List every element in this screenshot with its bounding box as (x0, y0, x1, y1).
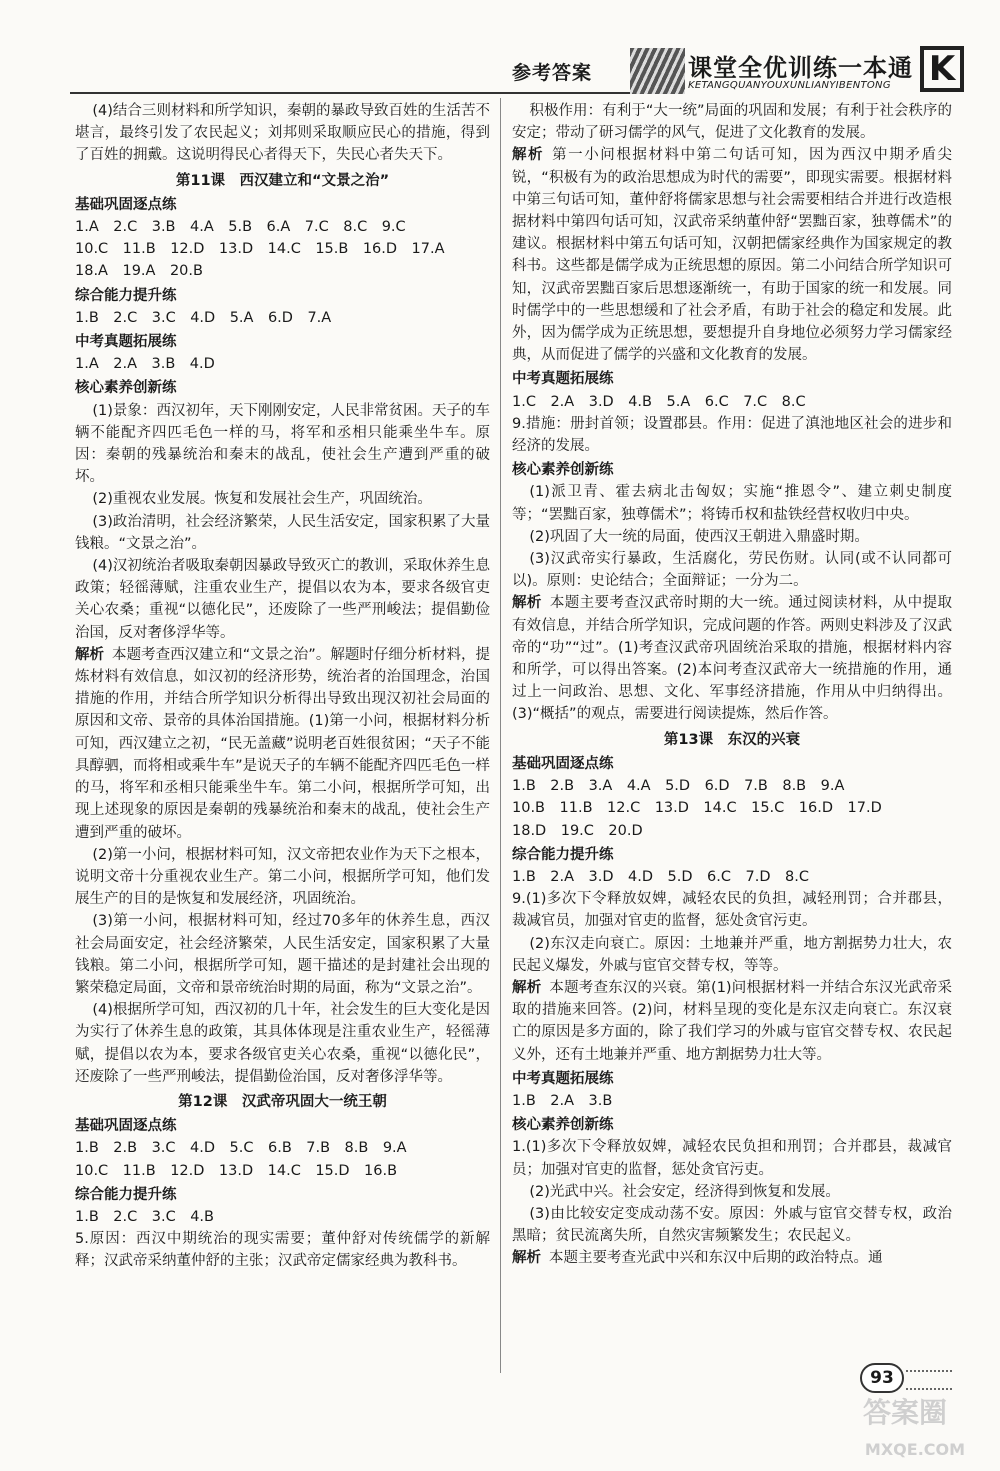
answer-paragraph: 9.(1)多次下令释放奴婢，减轻农民的负担，减轻刑罚；合并郡县，裁减官员，加强对官吏的监督，惩处贪官污吏。 (512, 891, 952, 930)
analysis-paragraph: (2)第一小问，根据材料可知，汉文帝把农业作为天下之根本，说明文帝十分重视农业生产。第二小问，根据所学可知，他们发展生产的目的是恢复和发展经济，巩固统治。 (75, 846, 490, 908)
section-heading: 基础巩固逐点练 (75, 196, 177, 213)
answer-line: 10.B 11.B 12.C 13.D 14.C 15.C 16.D 17.D (512, 800, 882, 817)
answer-paragraph: (1)派卫青、霍去病北击匈奴；实施“推恩令”、建立刺史制度等；“罢黜百家，独尊儒术”；将铸币权和盐铁经营权收归中央。 (512, 484, 952, 523)
analysis-label: 解析 (512, 979, 542, 996)
answer-paragraph: 1.(1)多次下令释放奴婢，减轻农民负担和刑罚；合并郡县，裁减官员；加强对官吏的监督，惩处贪官污吏。 (512, 1139, 952, 1178)
answer-paragraph: (3)由比较安定变成动荡不安。原因：外戚与宦官交替专权，政治黑暗；贫民流离失所，自然灾害频繁发生；农民起义。 (512, 1205, 952, 1245)
analysis-paragraph: (4)根据所学可知，西汉初的几十年，社会发生的巨大变化是因为实行了休养生息的政策，其具体体现是注重农业生产，轻徭薄赋，提倡以农为本，要求各级官吏关心农桑，重视“以德化民”，还废除了一些严刑峻法，提倡勤俭治国，反对奢侈浮华等。 (75, 1002, 490, 1085)
answer-paragraph: (4)汉初统治者吸取秦朝因暴政导致灭亡的教训，采取休养生息政策；轻徭薄赋，注重农业生产，提倡以农为本，要求各级官吏关心农桑；重视“以德化民”，还废除了一些严刑峻法；提倡勤俭治国，反对奢侈浮华等。 (75, 558, 490, 641)
analysis-paragraph (512, 144, 952, 366)
analysis-paragraph (512, 1247, 952, 1269)
page-number-decoration (906, 1370, 952, 1390)
answer-paragraph: (2)重视农业发展。恢复和发展社会生产，巩固统治。 (92, 491, 432, 508)
answer-line: 18.D 19.C 20.D (512, 822, 643, 839)
header-rule (70, 92, 630, 94)
analysis-text: 本题考查东汉的兴衰。第(1)问根据材料一并结合东汉光武帝采取的措施来回答。(2)问，材料呈现的变化是东汉走向衰亡。东汉衰亡的原因是多方面的，除了我们学习的外戚与宦官交替专权、农民起义外，还有土地兼并严重、地方割据势力壮大等。 (512, 979, 952, 1063)
section-heading: 基础巩固逐点练 (512, 755, 614, 772)
header-stripe-decoration (630, 48, 685, 94)
analysis-text: 本题考查西汉建立和“文景之治”。解题时仔细分析材料，提炼材料有效信息，如汉初的经济形势，统治者的治国理念，治国措施的作用，并结合所学知识分析得出导致出现汉初社会局面的原因和文帝、景帝的具体治国措施。(1)第一小问，根据材料分析可知，西汉建立之初，“民无盖藏”说明老百姓很贫困；“天子不能具醇驷，而将相或乘牛车”是说天子的车辆不能配齐四匹毛色一样的马，将军和丞相只能乘坐牛车。第二小问，根据所学可知，出现上述现象的原因是秦朝的残暴统治和秦末的战乱，使社会生产遭到严重的破坏。 (75, 646, 491, 841)
answer-line: 1.B 2.C 3.C 4.B (75, 1208, 214, 1225)
section-heading: 中考真题拓展练 (512, 1070, 614, 1087)
intro-paragraph: (4)结合三则材料和所学知识，秦朝的暴政导致百姓的生活苦不堪言，最终引发了农民起义；刘邦则采取顺应民心的措施，得到了百姓的拥戴。这说明得民心者得天下，失民心者失天下。 (75, 103, 490, 164)
analysis-label: 解析 (512, 1250, 541, 1267)
analysis-paragraph (512, 977, 952, 1066)
section-heading: 基础巩固逐点练 (75, 1118, 177, 1135)
answer-paragraph: (2)光武中兴。社会安定，经济得到恢复和发展。 (529, 1183, 840, 1200)
section-heading: 核心素养创新练 (512, 462, 614, 479)
answer-paragraph: 5.原因：西汉中期统治的现实需要；董仲舒对传统儒学的新解释；汉武帝采纳董仲舒的主张；汉武帝定儒家经典为教科书。 (75, 1231, 490, 1270)
column-divider (500, 98, 501, 1373)
page-header (0, 0, 1000, 100)
analysis-label: 解析 (512, 595, 542, 612)
section-heading: 综合能力提升练 (75, 287, 177, 304)
answer-line: 10.C 11.B 12.D 13.D 14.C 15.B 16.D 17.A (75, 241, 445, 258)
page-number: 93 (860, 1363, 904, 1393)
answer-line: 18.A 19.A 20.B (75, 263, 203, 280)
analysis-text: 本题主要考查汉武帝时期的大一统。通过阅读材料，从中提取有效信息，并结合所学知识，完成问题的作答。两则史料涉及了汉武帝的“功”“过”。(1)考查汉武帝巩固统治采取的措施，根据材料内容和所学，可以得出答案。(2)本问考查汉武帝大一统措施的作用，通过上一问政治、思想、文化、军事经济措施，作用从中归纳得出。(3)“概括”的观点，需要进行阅读提炼，然后作答。 (512, 595, 953, 723)
analysis-label: 解析 (512, 147, 545, 164)
lesson-12-title: 第12课 汉武帝巩固大一统王朝 (178, 1093, 387, 1110)
watermark-url: MXQE.COM (864, 1440, 966, 1459)
left-column (75, 100, 490, 1273)
section-heading: 核心素养创新练 (75, 380, 177, 397)
watermark: 答案圈 (862, 1396, 947, 1429)
answer-line: 1.C 2.A 3.D 4.B 5.A 6.C 7.C 8.C (512, 393, 806, 410)
section-heading: 综合能力提升练 (512, 846, 614, 863)
section-heading: 中考真题拓展练 (75, 334, 177, 351)
answer-line: 1.A 2.C 3.B 4.A 5.B 6.A 7.C 8.C 9.C (75, 219, 406, 236)
analysis-paragraph (512, 592, 952, 725)
section-heading: 核心素养创新练 (512, 1117, 614, 1134)
answer-paragraph: (1)景象：西汉初年，天下刚刚安定，人民非常贫困。天子的车辆不能配齐四匹毛色一样的马，将军和丞相只能乘坐牛车。原因：秦朝的残暴统治和秦末的战乱，使社会生产遭到严重的破坏。 (75, 402, 490, 486)
lesson-11-title: 第11课 西汉建立和“文景之治” (175, 172, 390, 189)
answer-paragraph: 积极作用：有利于“大一统”局面的巩固和发展；有利于社会秩序的安定；带动了研习儒学的风气，促进了文化教育的发展。 (512, 103, 952, 142)
answer-line: 1.B 2.B 3.C 4.D 5.C 6.B 7.B 8.B 9.A (75, 1140, 407, 1157)
answers-heading: 参考答案 (512, 62, 593, 84)
section-heading: 综合能力提升练 (75, 1186, 177, 1203)
analysis-paragraph (75, 644, 490, 844)
answer-line: 1.A 2.A 3.B 4.D (75, 356, 215, 373)
right-column (512, 100, 952, 1270)
answer-line: 1.B 2.A 3.D 4.D 5.D 6.C 7.D 8.C (512, 868, 809, 885)
lesson-13-title: 第13课 东汉的兴衰 (663, 731, 801, 748)
answer-line: 10.C 11.B 12.D 13.D 14.C 15.D 16.B (75, 1162, 398, 1179)
answer-paragraph: 9.措施：册封首领；设置郡县。作用：促进了滇池地区社会的进步和经济的发展。 (512, 415, 952, 455)
answer-line: 1.B 2.A 3.B (512, 1092, 613, 1109)
analysis-paragraph: (3)第一小问，根据材料可知，经过70多年的休养生息，西汉社会局面安定，社会经济繁荣，人民生活安定，国家积累了大量钱粮。第二小问，根据所学可知，题干描述的是封建社会出现的繁荣稳定局面，文帝和景帝统治时期的局面，称为“文景之治”。 (75, 913, 490, 996)
series-logo: K (920, 46, 964, 92)
analysis-text: 第一小问根据材料中第二句话可知，因为西汉中期矛盾尖锐，“积极有为的政治思想成为时代的需要”，即现实需要。根据材料中第三句话可知，董仲舒将儒家思想与社会需要相结合并进行改造根据材料中第四句话可知，汉武帝采纳董仲舒“罢黜百家，独尊儒术”的建议。根据材料中第五句话可知，汉朝把儒家经典作为国家规定的教科书。这些都是儒学成为正统思想的原因。第二小问结合所学知识可知，汉武帝罢黜百家后思想逐渐统一，有助于国家的统一和发展。同时儒学中的一些思想缓和了社会矛盾，有助于社会的稳定和发展。此外，因为儒学成为正统思想，要想提升自身地位必须努力学习儒家经典，从而促进了儒学的兴盛和文化教育的发展。 (512, 147, 953, 364)
answer-line: 1.B 2.B 3.A 4.A 5.D 6.D 7.B 8.B 9.A (512, 778, 845, 795)
analysis-label: 解析 (75, 646, 105, 663)
answer-paragraph: (3)汉武帝实行暴政，生活腐化，劳民伤财。认同(或不认同都可以)。原则：史论结合；全面辩证；一分为二。 (512, 551, 952, 590)
section-heading: 中考真题拓展练 (512, 371, 614, 388)
answer-paragraph: (2)巩固了大一统的局面，使西汉王朝进入鼎盛时期。 (529, 528, 869, 545)
series-pinyin: KETANGQUANYOUXUNLIANYIBENTONG (688, 80, 891, 91)
answer-line: 1.B 2.C 3.C 4.D 5.A 6.D 7.A (75, 309, 332, 326)
series-title: 课堂全优训练一本通 (688, 54, 913, 82)
analysis-text: 本题主要考查光武中兴和东汉中后期的政治特点。通 (549, 1250, 883, 1267)
answer-paragraph: (3)政治清明，社会经济繁荣，人民生活安定，国家积累了大量钱粮。“文景之治”。 (75, 513, 490, 552)
answer-paragraph: (2)东汉走向衰亡。原因：土地兼并严重，地方割据势力壮大，农民起义爆发，外戚与宦官交替专权，等等。 (512, 935, 952, 974)
